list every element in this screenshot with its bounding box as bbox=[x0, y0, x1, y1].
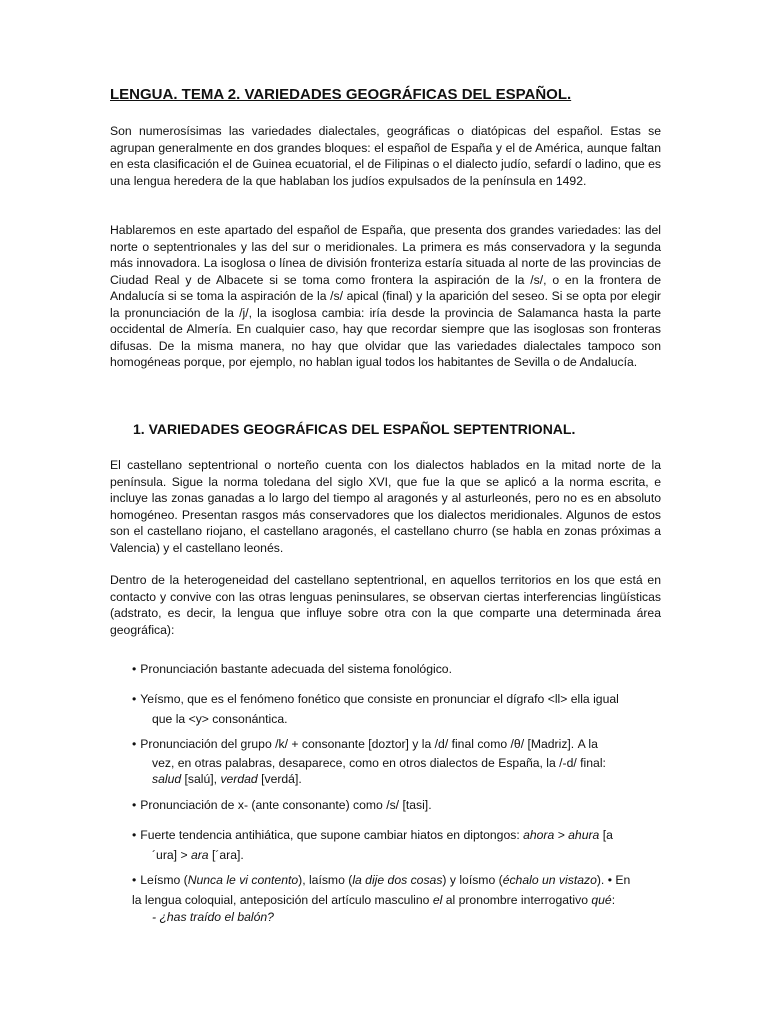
list-item: • Pronunciación bastante adecuada del sistema fonológico. bbox=[132, 662, 452, 676]
document-title: LENGUA. TEMA 2. VARIEDADES GEOGRÁFICAS DEL ESPAÑOL. bbox=[110, 86, 572, 103]
bullet-icon: • bbox=[132, 737, 137, 751]
list-item: • Fuerte tendencia antihiática, que supone cambiar hiatos en diptongos: ahora > ahura [a ´ura] > ara [´ara]. bbox=[132, 828, 613, 862]
section-heading-septentrional: 1. VARIEDADES GEOGRÁFICAS DEL ESPAÑOL SEPTENTRIONAL. bbox=[133, 421, 576, 437]
list-item: • Yeísmo, que es el fenómeno fonético que consiste en pronunciar el dígrafo <ll> ella igual que la <y> consonántica. bbox=[132, 692, 619, 726]
paragraph-septentrional: El castellano septentrional o norteño cuenta con los dialectos hablados en la mitad norte de la península. Sigue la norma toledana del siglo XVI, que fue la que se aplicó a la norma escrita, e incluye las zonas ganadas a lo largo del tiempo al aragonés y al asturleonés, pero no es en absoluto homogéneo. Presentan rasgos más conservadores que los dialectos meridionales. Algunos de estos son el castellano riojano, el castellano aragonés, el castellano churro (se habla en zonas próximas a Valencia) y el castellano leonés. bbox=[110, 458, 661, 555]
bullet-icon: • bbox=[132, 662, 137, 676]
paragraph-interferences: Dentro de la heterogeneidad del castellano septentrional, en aquellos territorios en los que está en contacto y convive con las otras lenguas peninsulares, se observan ciertas interferencias lingüísticas (adstrato, es decir, la lengua que influye sobre otra con la que comparte una determinada área geográfica): bbox=[110, 573, 661, 637]
bullet-icon: • bbox=[132, 828, 137, 842]
bullet-icon: • bbox=[132, 798, 137, 812]
list-item-continuation: la lengua coloquial, anteposición del artículo masculino el al pronombre interrogativo qué: - ¿has traído el balón? bbox=[132, 893, 616, 924]
paragraph-spain-varieties: Hablaremos en este apartado del español de España, que presenta dos grandes variedades: las del norte o septentrionales y las del sur o meridionales. La primera es más conservadora y la segunda más innovadora. La isoglosa o línea de división fronteriza estaría situada al norte de las provincias de Ciudad Real y de Albacete si se toma como frontera la aspiración de la /s/, o en la frontera de Andalucía si se toma la aspiración de la /s/ apical (final) y la aparición del seseo. Si se opta por elegir la pronunciación de la /j/, la isoglosa cambia: iría desde la provincia de Salamanca hasta la parte occidental de Almería. En cualquier caso, hay que recordar siempre que las isoglosas son fronteras difusas. De la misma manera, no hay que olvidar que las variedades dialectales tampoco son homogéneas porque, por ejemplo, no hablan igual todos los habitantes de Sevilla o de Andalucía. bbox=[110, 223, 661, 369]
list-item: • Leísmo (Nunca le vi contento), laísmo (la dije dos cosas) y loísmo (échalo un vistazo). • En bbox=[132, 873, 631, 887]
list-item: • Pronunciación de x- (ante consonante) como /s/ [tasi]. bbox=[132, 798, 432, 812]
bullet-icon: • bbox=[132, 692, 137, 706]
paragraph-intro: Son numerosísimas las variedades dialectales, geográficas o diatópicas del español. Estas se agrupan generalmente en dos grandes bloques: el español de España y el de América, aunque faltan en esta clasificación el de Guinea ecuatorial, el de Filipinas o el dialecto judío, sefardí o ladino, que es una lengua heredera de la que hablaban los judíos expulsados de la península en 1492. bbox=[110, 124, 661, 188]
bullet-icon: • bbox=[132, 873, 137, 887]
list-item: • Pronunciación del grupo /k/ + consonante [doztor] y la /d/ final como /θ/ [Madriz]. A la vez, en otras palabras, desaparece, como en otros dialectos de España, la /-d/ final: salud [salú], verdad [verdá]. bbox=[132, 737, 606, 786]
